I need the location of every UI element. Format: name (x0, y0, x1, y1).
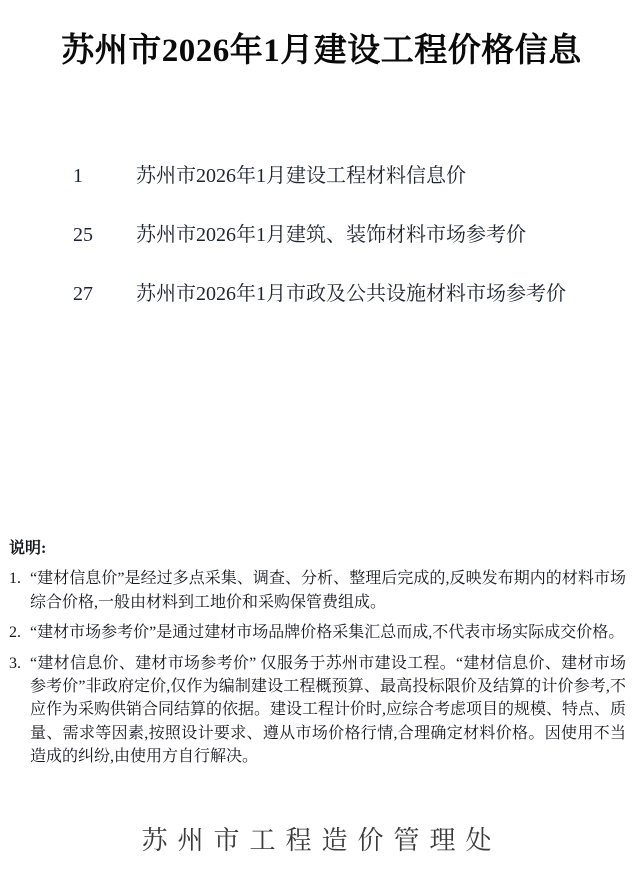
note-text: “建材市场参考价”是通过建材市场品牌价格采集汇总而成,不代表市场实际成交价格。 (30, 624, 625, 642)
notes-section (9, 537, 626, 769)
note-text: “建材信息价”是经过多点采集、调查、分析、整理后完成的,反映发布期内的材料市场综合价格,一般由材料到工地价和采购保管费组成。 (30, 570, 626, 611)
note-number: 2. (9, 624, 21, 642)
note-item (9, 621, 626, 644)
toc-page-number: 27 (73, 283, 93, 305)
toc-entry-title: 苏州市2026年1月建筑、装饰材料市场参考价 (136, 224, 526, 246)
table-of-contents (73, 159, 603, 336)
note-item (9, 567, 626, 614)
note-number: 3. (9, 654, 21, 672)
toc-page-number: 25 (73, 224, 93, 246)
toc-entry (73, 159, 603, 188)
note-item (9, 652, 626, 769)
toc-page-number: 1 (73, 165, 83, 187)
toc-entry-title: 苏州市2026年1月建设工程材料信息价 (136, 165, 466, 187)
note-number: 1. (9, 570, 21, 588)
toc-entry (73, 218, 603, 247)
toc-entry (73, 277, 603, 306)
notes-heading: 说明: (9, 540, 47, 557)
page-title: 苏州市2026年1月建设工程价格信息 (61, 33, 582, 69)
toc-entry-title: 苏州市2026年1月市政及公共设施材料市场参考价 (136, 283, 566, 305)
note-text: “建材信息价、建材市场参考价” 仅服务于苏州市建设工程。“建材信息价、建材市场参考价”非政府定价,仅作为编制建设工程概预算、最高投标限价及结算的计价参考,不应作为采购供销合同结算的依据。建设工程计价时,应综合考虑项目的规模、特点、质量、需求等因素,按照设计要求、遵从市场价格行情,合理确定材料价格。因使用不当造成的纠纷,由使用方自行解决。 (30, 654, 627, 766)
publisher-name: 苏州市工程造价管理处 (141, 826, 502, 855)
